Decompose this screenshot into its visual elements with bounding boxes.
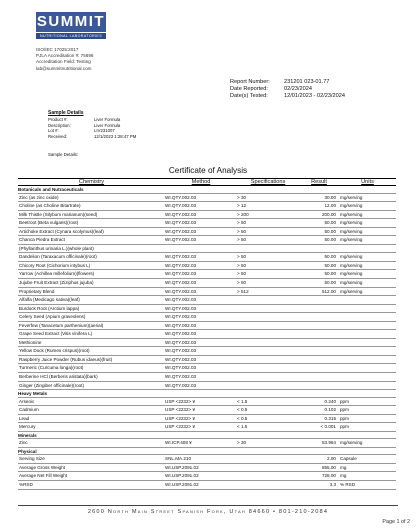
chemistry-cell: %RSD xyxy=(19,481,33,487)
method-cell: WI.QTY.002.03 xyxy=(165,305,197,311)
method-cell: WI.QTY.002.03 xyxy=(165,211,197,217)
table-row xyxy=(18,356,396,365)
chemistry-cell: (Phyllanthus urinaria L.)(whole plant) xyxy=(19,245,94,251)
specification-cell: < 0.5 xyxy=(237,415,248,421)
chemistry-cell: Proprietary Blend xyxy=(19,288,55,294)
chemistry-cell: Ginger (Zingiber officinale)(root) xyxy=(19,382,85,388)
table-row xyxy=(18,236,396,245)
table-row xyxy=(18,211,396,220)
chemistry-cell: Jujube Fruit Extract (Ziziphus jujuba) xyxy=(19,279,94,285)
table-row xyxy=(18,296,396,305)
result-cell xyxy=(299,356,339,364)
result-cell: 855.00 xyxy=(321,464,336,470)
method-cell: USP <2232> ¥ xyxy=(165,407,196,413)
specification-cell xyxy=(237,364,299,372)
specification-cell: > 200 xyxy=(237,211,249,217)
chemistry-cell: Lead xyxy=(19,415,30,421)
chemistry-cell: Yellow Dock (Rumex crispus)(root) xyxy=(19,348,90,354)
chemistry-cell: Grape Seed Extract (Vitis vinifera L) xyxy=(19,331,93,337)
table-row xyxy=(18,406,396,415)
received-value: 12/1/2023 1:28:47 PM xyxy=(94,133,137,139)
result-cell: 12.00 xyxy=(324,203,336,209)
chemistry-cell: Choline (as Choline Bitartrate) xyxy=(19,203,81,209)
table-row xyxy=(18,347,396,356)
units-cell xyxy=(339,322,396,330)
method-cell: WI.QTY.002.03 xyxy=(165,228,197,234)
chemistry-cell: Methionine xyxy=(19,339,42,345)
units-cell xyxy=(339,296,396,304)
chemistry-cell: Serving Size xyxy=(19,456,45,462)
method-cell: USP <2232> ¥ xyxy=(165,398,196,404)
units-cell: mg/serving xyxy=(340,271,363,277)
units-cell: ppm xyxy=(340,407,349,413)
specification-cell xyxy=(237,296,299,304)
chemistry-cell: Zinc (as zinc oxide) xyxy=(19,194,59,200)
specification-cell xyxy=(237,339,299,347)
units-cell xyxy=(339,245,396,253)
chemistry-cell: Chanca Piedra Extract xyxy=(19,237,65,243)
chemistry-cell: Alfalfa (Medicago sativa)(leaf) xyxy=(19,297,80,303)
specification-cell xyxy=(237,481,299,489)
chemistry-cell: Average Gross Weight xyxy=(19,464,66,470)
units-cell: ppm xyxy=(340,398,349,404)
specification-cell xyxy=(237,356,299,364)
units-cell: mg/serving xyxy=(340,194,363,200)
specification-cell xyxy=(237,330,299,338)
table-row xyxy=(18,279,396,288)
lot-value: LIV231007 xyxy=(94,128,115,134)
specification-cell xyxy=(237,305,299,313)
units-cell: mg/serving xyxy=(340,262,363,268)
result-cell: 200.00 xyxy=(321,211,336,217)
method-cell: WI.QTY.002.03 xyxy=(165,356,197,362)
method-cell: WI.QTY.002.03 xyxy=(165,322,197,328)
method-cell: WI.QTY.002.03 xyxy=(165,203,197,209)
table-row xyxy=(18,288,396,297)
units-cell: mg xyxy=(340,473,347,479)
header-chemistry: Chemistry xyxy=(78,179,105,185)
header-units: Units xyxy=(361,179,374,185)
dates-tested: 12/01/2023 - 02/23/2024 xyxy=(284,93,345,99)
table-row xyxy=(18,423,396,432)
result-cell xyxy=(299,364,339,372)
company-logo xyxy=(36,12,106,42)
units-cell xyxy=(339,339,396,347)
specification-cell: > 30 xyxy=(237,440,247,446)
units-cell: mg/serving xyxy=(340,228,363,234)
chemistry-cell: Berberine HCl (Berberis aristata)(bark) xyxy=(19,373,98,379)
chemistry-cell: Cadmium xyxy=(19,407,39,413)
page-number: Page 1 of 2 xyxy=(382,519,410,525)
dates-tested-label: Date(s) Tested: xyxy=(230,93,268,99)
sample-details-label: Sample Details: xyxy=(48,152,79,157)
table-row xyxy=(18,464,396,473)
method-cell: WI.QTY.002.03 xyxy=(165,373,197,379)
result-cell xyxy=(299,296,339,304)
specification-cell xyxy=(237,472,299,480)
chemistry-cell: Dandelion (Taraxacum officinale)(root) xyxy=(19,254,97,260)
table-row xyxy=(18,245,396,254)
chemistry-cell: Milk Thistle (Silybum marianum)(seed) xyxy=(19,211,98,217)
result-cell xyxy=(299,322,339,330)
date-reported: 02/23/2024 xyxy=(284,86,312,92)
units-cell: % RSD xyxy=(340,481,356,487)
specification-cell: < 1.5 xyxy=(237,424,248,430)
table-row xyxy=(18,262,396,271)
specification-cell: > 30 xyxy=(237,194,247,200)
accreditation-line: Accreditation Field: Testing xyxy=(36,59,91,65)
chemistry-cell: Average Net Fill Weight xyxy=(19,473,68,479)
result-cell: 50.00 xyxy=(324,228,336,234)
chemistry-cell: Yarrow (Achillea millefolium)(flowers) xyxy=(19,271,95,277)
result-cell: 2.00 xyxy=(327,456,336,462)
units-cell: ppm xyxy=(340,424,349,430)
specification-cell xyxy=(237,373,299,381)
result-cell xyxy=(299,339,339,347)
units-cell xyxy=(339,356,396,364)
result-cell: 50.00 xyxy=(324,262,336,268)
result-cell xyxy=(299,330,339,338)
table-row xyxy=(18,439,396,448)
header-specifications: Specifications xyxy=(250,179,286,185)
chemistry-cell: Chicory Root (Cichorium intybus L) xyxy=(19,262,91,268)
specification-cell xyxy=(237,455,299,463)
table-row xyxy=(18,415,396,424)
table-row xyxy=(18,330,396,339)
table-row xyxy=(18,373,396,382)
contact-email: lab@summitnutritional.com xyxy=(36,65,92,71)
specification-cell xyxy=(237,382,299,390)
units-cell xyxy=(339,313,396,321)
units-cell xyxy=(339,347,396,355)
description-value: Liver Formula xyxy=(94,122,121,128)
units-cell: ppm xyxy=(340,415,349,421)
table-row xyxy=(18,455,396,464)
method-cell: WI.USP.2091.02 xyxy=(165,464,199,470)
result-cell: < 0.001 xyxy=(320,424,336,430)
result-cell: 50.00 xyxy=(324,237,336,243)
units-cell: mg/serving xyxy=(340,288,363,294)
chemistry-cell: Feverfew (Tanacetum parthenium)(aerial) xyxy=(19,322,104,328)
units-cell: mg/serving xyxy=(340,211,363,217)
report-number: 231201 023-01.77 xyxy=(284,79,330,85)
specification-cell: > 50 xyxy=(237,228,247,234)
specification-cell: < 1.5 xyxy=(237,398,248,404)
chemistry-cell: Raspberry Juice Powder (Rubus idaeus)(fruit) xyxy=(19,356,113,362)
chemistry-cell: Mercury xyxy=(19,424,36,430)
footer-divider xyxy=(18,505,398,506)
table-row xyxy=(18,364,396,373)
product-label: Product #: xyxy=(48,117,68,123)
units-cell xyxy=(339,330,396,338)
specification-cell xyxy=(237,347,299,355)
units-cell: mg/serving xyxy=(340,279,363,285)
table-row xyxy=(18,219,396,228)
chemistry-cell: Artichoke Extract (Cynara scolymus)(leaf) xyxy=(19,228,104,234)
chemistry-cell: Turmeric (Curcuma longa)(root) xyxy=(19,365,84,371)
result-cell xyxy=(299,305,339,313)
report-info xyxy=(230,79,345,100)
analysis-table xyxy=(18,178,396,490)
section-botanicals: Botanicals and Nutraceuticals xyxy=(18,186,396,194)
accreditation-line: PJLA Accreditation #: 75696 xyxy=(36,53,94,59)
report-number-label: Report Number: xyxy=(230,79,270,85)
units-cell xyxy=(339,373,396,381)
method-cell: WI.USP.2091.02 xyxy=(165,473,199,479)
method-cell: WI.QTY.002.03 xyxy=(165,237,197,243)
specification-cell: > 50 xyxy=(237,254,247,260)
table-row xyxy=(18,228,396,237)
units-cell: mg xyxy=(340,464,347,470)
result-cell: 53.964 xyxy=(321,440,336,446)
method-cell: WI.QTY.002.03 xyxy=(165,254,197,260)
chemistry-cell: Zinc xyxy=(19,440,28,446)
chemistry-cell: Burdock Root (Arctium lappa) xyxy=(19,305,80,311)
received-label: Received: xyxy=(48,133,68,139)
result-cell: 0.315 xyxy=(324,415,336,421)
date-reported-label: Date Reported: xyxy=(230,86,268,92)
specification-cell: > 512 xyxy=(237,288,249,294)
method-cell: USP <2232> ¥ xyxy=(165,424,196,430)
footer-address: 2600 North Main Street Spanish Fork, Utah 84660 • 801-210-2084 xyxy=(87,509,329,515)
product-value: Liver Formula xyxy=(94,117,121,123)
result-cell: 728.00 xyxy=(321,473,336,479)
certificate-title: Certificate of Analysis xyxy=(168,166,248,175)
specification-cell: > 50 xyxy=(237,237,247,243)
result-cell: 50.00 xyxy=(324,220,336,226)
result-cell: 512.00 xyxy=(321,288,336,294)
result-cell xyxy=(299,382,339,390)
specification-cell: > 50 xyxy=(237,262,247,268)
section-minerals: Minerals xyxy=(18,432,396,440)
specification-cell: > 12 xyxy=(237,203,247,209)
result-cell: 50.00 xyxy=(324,271,336,277)
logo-subtitle: NUTRITIONAL LABORATORIES xyxy=(36,33,106,39)
method-cell: WI.QTY.002.03 xyxy=(165,271,197,277)
specification-cell xyxy=(237,464,299,472)
units-cell: mg/serving xyxy=(340,203,363,209)
method-cell: WI.QTY.002.03 xyxy=(165,314,197,320)
table-row xyxy=(18,313,396,322)
method-cell: WI.QTY.002.03 xyxy=(165,365,197,371)
result-cell: 3.3 xyxy=(329,481,336,487)
table-row xyxy=(18,322,396,331)
method-cell: WI.ICP.408 ¥ xyxy=(165,440,192,446)
units-cell xyxy=(339,364,396,372)
method-cell: WI.QTY.002.03 xyxy=(165,288,197,294)
table-row xyxy=(18,481,396,490)
method-cell: WI.QTY.002.03 xyxy=(165,279,197,285)
method-cell xyxy=(165,245,237,253)
table-header xyxy=(18,178,396,186)
specification-cell: > 50 xyxy=(237,271,247,277)
table-row xyxy=(18,339,396,348)
header-method: Method xyxy=(191,179,211,185)
method-cell: WI.QTY.002.03 xyxy=(165,331,197,337)
header-result: Result xyxy=(311,179,327,185)
table-row xyxy=(18,202,396,211)
specification-cell: > 50 xyxy=(237,279,247,285)
method-cell: WI.USP.2091.02 xyxy=(165,481,199,487)
method-cell: WI.QTY.002.03 xyxy=(165,297,197,303)
result-cell: 0.102 xyxy=(324,407,336,413)
result-cell xyxy=(299,245,339,253)
sample-details xyxy=(48,111,136,139)
result-cell: 50.00 xyxy=(324,254,336,260)
accreditation-line: ISO/IEC 17025:2017 xyxy=(36,47,79,52)
specification-cell xyxy=(237,313,299,321)
logo-name: SUMMIT xyxy=(36,13,106,30)
result-cell: 0.240 xyxy=(324,398,336,404)
units-cell: mg/serving xyxy=(340,220,363,226)
chemistry-cell: Arsenic xyxy=(19,398,35,404)
method-cell: SNL.MA.210 xyxy=(165,456,192,462)
table-row xyxy=(18,398,396,407)
method-cell: USP <2232> ¥ xyxy=(165,415,196,421)
result-cell: 50.00 xyxy=(324,279,336,285)
table-row xyxy=(18,305,396,314)
units-cell xyxy=(339,382,396,390)
method-cell: WI.QTY.002.03 xyxy=(165,382,197,388)
section-heavy-metals: Heavy Metals xyxy=(18,390,396,398)
method-cell: WI.QTY.002.03 xyxy=(165,339,197,345)
chemistry-cell: Beetroot (Beta vulgaris)(root) xyxy=(19,220,79,226)
table-row xyxy=(18,253,396,262)
units-cell: mg/serving xyxy=(340,440,363,446)
units-cell xyxy=(339,305,396,313)
table-row xyxy=(18,382,396,391)
specification-cell xyxy=(237,245,299,253)
units-cell: Capsule xyxy=(340,456,357,462)
sample-details-title: Sample Details xyxy=(48,110,84,116)
accreditation-block xyxy=(36,47,93,72)
method-cell: WI.QTY.002.03 xyxy=(165,194,197,200)
table-row xyxy=(18,270,396,279)
result-cell: 30.00 xyxy=(324,194,336,200)
result-cell xyxy=(299,313,339,321)
chemistry-cell: Celery Seed (Apium graveolens) xyxy=(19,314,86,320)
section-physical: Physical xyxy=(18,448,396,456)
method-cell: WI.QTY.002.03 xyxy=(165,262,197,268)
table-row xyxy=(18,194,396,203)
method-cell: WI.QTY.002.03 xyxy=(165,220,197,226)
specification-cell xyxy=(237,322,299,330)
units-cell: mg/serving xyxy=(340,237,363,243)
units-cell: mg/serving xyxy=(340,254,363,260)
specification-cell: > 50 xyxy=(237,220,247,226)
result-cell xyxy=(299,347,339,355)
result-cell xyxy=(299,373,339,381)
table-row xyxy=(18,472,396,481)
specification-cell: < 0.5 xyxy=(237,407,248,413)
method-cell: WI.QTY.002.03 xyxy=(165,348,197,354)
lot-label: Lot #: xyxy=(48,128,59,134)
description-label: Description: xyxy=(48,122,71,128)
